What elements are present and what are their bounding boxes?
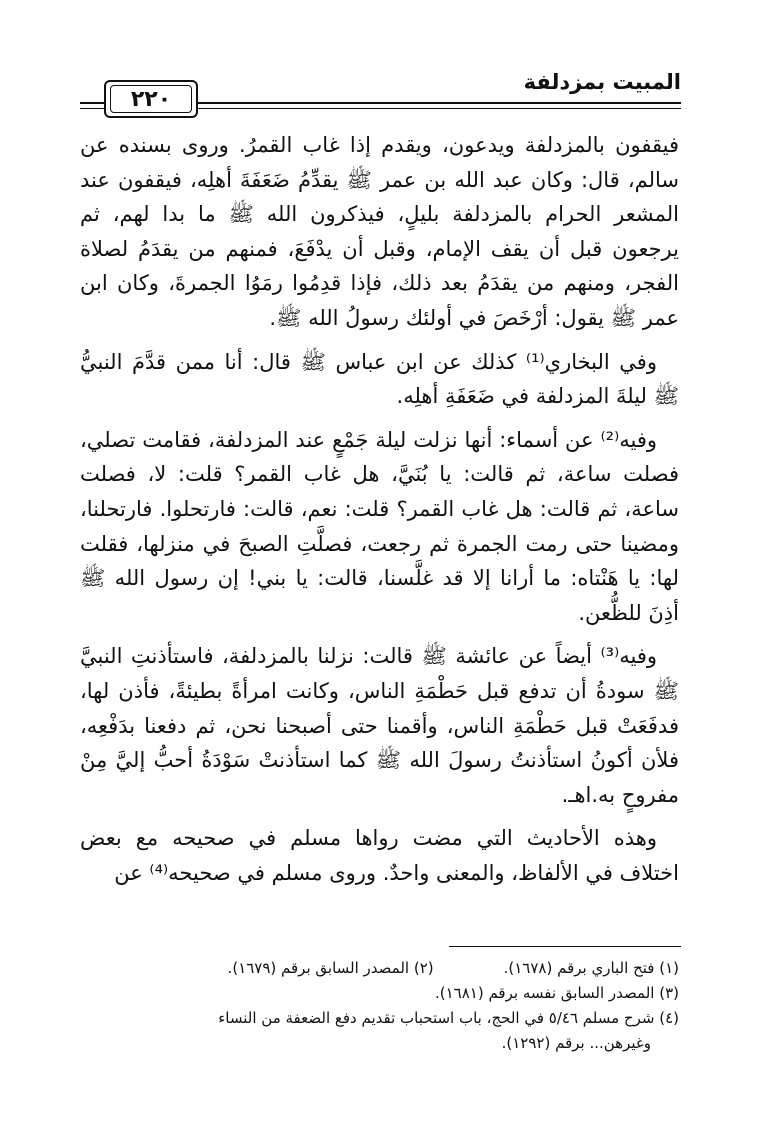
footnote-4-line-2: وغيرهن... برقم (١٢٩٢). [501,1034,651,1052]
paragraph-1: فيقفون بالمزدلفة ويدعون، ويقدم إذا غاب القمرُ. وروى بسنده عن سالم، قال: وكان عبد الله بن عمر ﷺ يقدِّمُ ضَعَفَةَ أهلِه، فيقفون عند المشعر الحرام بالمزدلفة بليلٍ، فيذكرون الله ﷺ ما بدا لهم، ثم يرجعون قبل أن يقف الإمام، وقبل أن يدْفَعَ، فمنهم من يقدَمُ لصلاة الفجر، ومنهم من يقدَمُ بعد ذلك، فإذا قدِمُوا رمَوُا الجمرةَ، وكان ابن عمر ﷺ يقول: أرْخَصَ في أولئك رسولُ الله ﷺ. [80,133,679,330]
page-number: ٢٢٠ [110,85,192,113]
footnote-1: (١) فتح الباري برقم (١٦٧٨). [503,959,679,977]
paragraph-2: وفي البخاري⁽¹⁾ كذلك عن ابن عباس ﷺ قال: أنا ممن قدَّمَ النبيُّ ﷺ ليلةَ المزدلفة في ضَعَفَةِ أهلِه. [80,349,679,409]
running-header-title: المبيت بمزدلفة [523,70,681,94]
footnote-2: (٢) المصدر السابق برقم (١٦٧٩). [227,959,434,977]
main-text [80,128,679,899]
footnotes [80,956,679,1056]
page-number-frame [104,80,198,118]
footnote-4-line-1: (٤) شرح مسلم ٥/٤٦ في الحج، باب استحباب تقديم دفع الضعفة من النساء [218,1009,679,1027]
paragraph-3: وفيه⁽²⁾ عن أسماء: أنها نزلت ليلة جَمْعٍ عند المزدلفة، فقامت تصلي، فصلت ساعة، ثم قالت: يا بُنَيَّ، هل غاب القمر؟ قلت: لا، فصلت ساعة، ثم قالت: هل غاب القمر؟ قلت: نعم، قالت: فارتحلوا. فارتحلنا، ومضينا حتى رمت الجمرة ثم رجعت، فصلَّتِ الصبحَ في منزلها، فقلت لها: يا هَنْتاه: ما أرانا إلا قد غلَّسنا، قالت: يا بني! إن رسول الله ﷺ أذِنَ للظُّعن. [80,427,679,625]
paragraph-5: وهذه الأحاديث التي مضت رواها مسلم في صحيحه مع بعض اختلاف في الألفاظ، والمعنى واحدٌ. وروى مسلم في صحيحه⁽⁴⁾ عن [80,826,679,885]
paragraph-4: وفيه⁽³⁾ أيضاً عن عائشة ﷺ قالت: نزلنا بالمزدلفة، فاستأذنتِ النبيَّ ﷺ سودةُ أن تدفع قبل حَطْمَةِ الناس، وكانت امرأةً بطيئةً، فأذن لها، فدفَعَتْ قبل حَطْمَةِ الناس، وأقمنا حتى أصبحنا نحن، ثم دفعنا بدَفْعِه، فلأن أكونُ استأذنتُ رسولَ الله ﷺ كما استأذنتْ سَوْدَةُ أحبُّ إليَّ مِنْ مفروحٍ به.اهـ. [80,644,679,807]
footnote-3: (٣) المصدر السابق نفسه برقم (١٦٨١). [434,984,679,1002]
footnote-row-1 [80,956,679,981]
footnote-separator [449,946,681,947]
